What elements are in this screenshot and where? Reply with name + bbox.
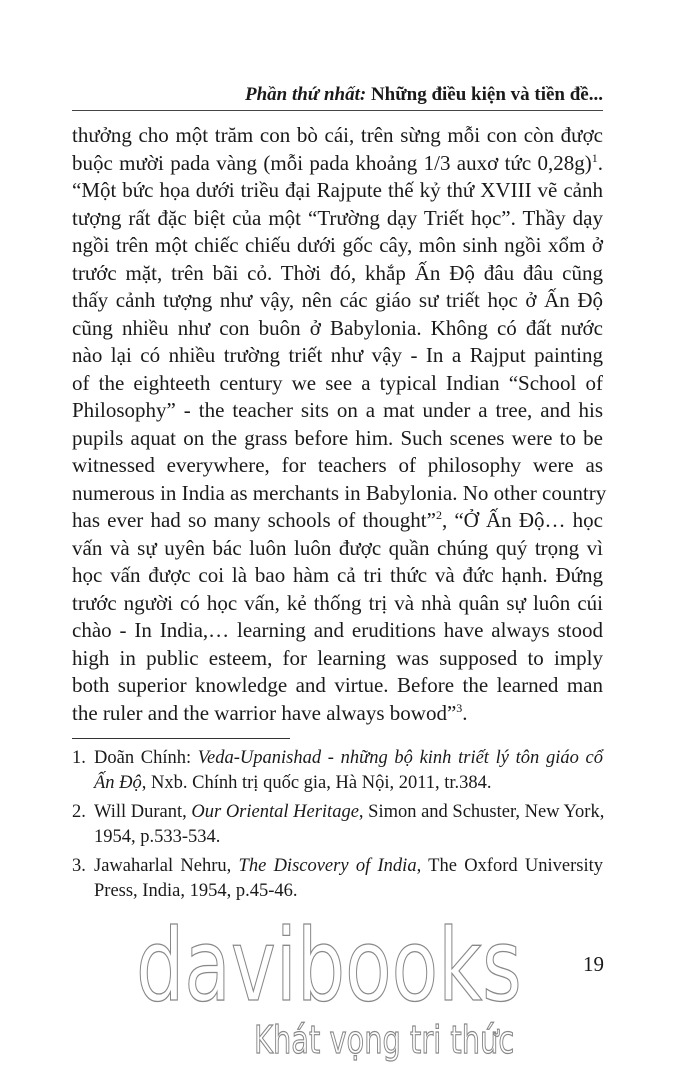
- text-line: [72, 150, 603, 178]
- footnote-author: Will Durant,: [94, 802, 192, 822]
- text-line: [72, 315, 603, 343]
- text-line: [72, 535, 603, 563]
- text-line: [72, 205, 603, 233]
- line-text: thưởng cho một trăm con bò cái, trên sừng mỗi con còn được: [72, 123, 603, 147]
- text-line: [72, 177, 603, 205]
- line-text: pupils aquat on the grass before him. Such scenes were to be: [72, 425, 603, 450]
- text-line: [72, 232, 603, 260]
- line-text: the ruler and the warrior have always bowod”: [72, 700, 457, 725]
- footnote-author: Doãn Chính:: [94, 748, 198, 768]
- text-line: [72, 590, 603, 618]
- line-text: trước mặt, trên bãi cỏ. Thời đó, khắp Ấn Độ đâu đâu cũng: [72, 260, 603, 285]
- line-text: .: [462, 700, 468, 725]
- footnote-number: 2.: [72, 802, 86, 822]
- line-text: nào lại có nhiều trường triết như vậy - In a Rajput painting: [72, 343, 603, 367]
- footnote-publisher: , The Oxford University: [416, 856, 604, 876]
- text-line: [72, 480, 607, 508]
- text-line: [72, 397, 603, 425]
- footnote-rule: [72, 738, 290, 739]
- text-line: [72, 425, 603, 453]
- line-text: has ever had so many schools of thought”: [72, 508, 436, 532]
- text-line: [72, 287, 603, 315]
- header-title: Những điều kiện và tiền đề...: [370, 84, 603, 105]
- footnote-publisher: , Nxb. Chính trị quốc gia, Hà Nội, 2011, tr.384.: [141, 773, 492, 793]
- line-text: cũng nhiều như con buôn ở Babylonia. Không có đất nước: [72, 315, 603, 340]
- line-text: vấn và sự uyên bác luôn luôn được quần chúng quý trọng vì: [72, 535, 603, 560]
- running-header: [72, 84, 603, 106]
- line-text: “Một bức họa dưới triều đại Rajpute thế kỷ thứ XVIII vẽ cảnh: [72, 178, 603, 202]
- line-text: of the eighteeth century we see a typical Indian “School of: [72, 370, 603, 395]
- watermark-slogan: Khát vọng tri thức: [254, 1018, 515, 1062]
- text-line: [72, 452, 603, 480]
- text-line: [72, 342, 603, 370]
- footnote-ref: 1: [591, 150, 598, 165]
- line-text: buộc mười pada vàng (mỗi pada khoảng 1/3 auxơ tức 0,28g): [72, 150, 592, 175]
- text-line: [72, 562, 603, 590]
- footnote-pages: 1954, p.533-534.: [94, 827, 221, 847]
- footnote-3: [72, 854, 603, 904]
- text-line: [72, 122, 603, 150]
- header-rule: [72, 110, 603, 111]
- line-text: thấy cảnh tượng như vậy, nên các giáo sư triết học ở Ấn Độ: [72, 288, 603, 312]
- text-line: [72, 645, 603, 673]
- line-text: .: [597, 150, 603, 175]
- text-line: [72, 260, 603, 288]
- text-line: [72, 617, 603, 645]
- page-number: 19: [583, 952, 604, 976]
- watermark-brand: davibooks: [136, 907, 522, 1024]
- footnote-ref: 3: [456, 700, 463, 715]
- line-text: trước người có học vấn, kẻ thống trị và nhà quân sự luôn cúi: [72, 590, 603, 615]
- header-part: Phần thứ nhất:: [244, 84, 367, 105]
- line-text: witnessed everywhere, for teachers of philosophy were as: [72, 453, 603, 477]
- line-text: chào - In India,… learning and eruditions have always stood: [72, 618, 603, 642]
- line-text: Philosophy” - the teacher sits on a mat under a tree, and his: [72, 398, 603, 422]
- footnote-title: The Discovery of India: [238, 856, 417, 876]
- line-text: học vấn được coi là bao hàm cả tri thức và đức hạnh. Đứng: [72, 563, 603, 587]
- footnote-pages: Press, India, 1954, p.45-46.: [94, 881, 298, 901]
- footnote-number: 1.: [72, 748, 86, 768]
- line-text: high in public esteem, for learning was supposed to imply: [72, 645, 603, 670]
- footnote-2: [72, 800, 603, 850]
- footnote-author: Jawaharlal Nehru,: [94, 856, 239, 876]
- line-text: ngồi trên một chiếc chiếu dưới gốc cây, môn sinh ngồi xổm ở: [72, 233, 603, 257]
- footnote-title: Veda-Upanishad - những bộ kinh triết lý tôn giáo cổ: [197, 748, 603, 768]
- text-line: [72, 672, 603, 700]
- text-line: [72, 507, 603, 535]
- footnote-1: [72, 746, 603, 796]
- line-text: , “Ở Ấn Độ… học: [441, 508, 603, 532]
- footnote-title-cont: Ấn Độ: [94, 773, 142, 793]
- footnote-publisher: , Simon and Schuster, New York,: [358, 802, 605, 822]
- text-line: [72, 700, 603, 728]
- footnote-number: 3.: [72, 856, 86, 876]
- footnote-ref: 2: [435, 508, 442, 522]
- text-line: [72, 370, 603, 398]
- line-text: both superior knowledge and virtue. Before the learned man: [72, 673, 603, 697]
- line-text: tượng rất đặc biệt của một “Trường dạy Triết học”. Thầy dạy: [72, 205, 603, 230]
- body-text: [72, 122, 607, 727]
- line-text: numerous in India as merchants in Babylonia. No other country: [72, 480, 607, 505]
- footnote-title: Our Oriental Heritage: [191, 802, 359, 822]
